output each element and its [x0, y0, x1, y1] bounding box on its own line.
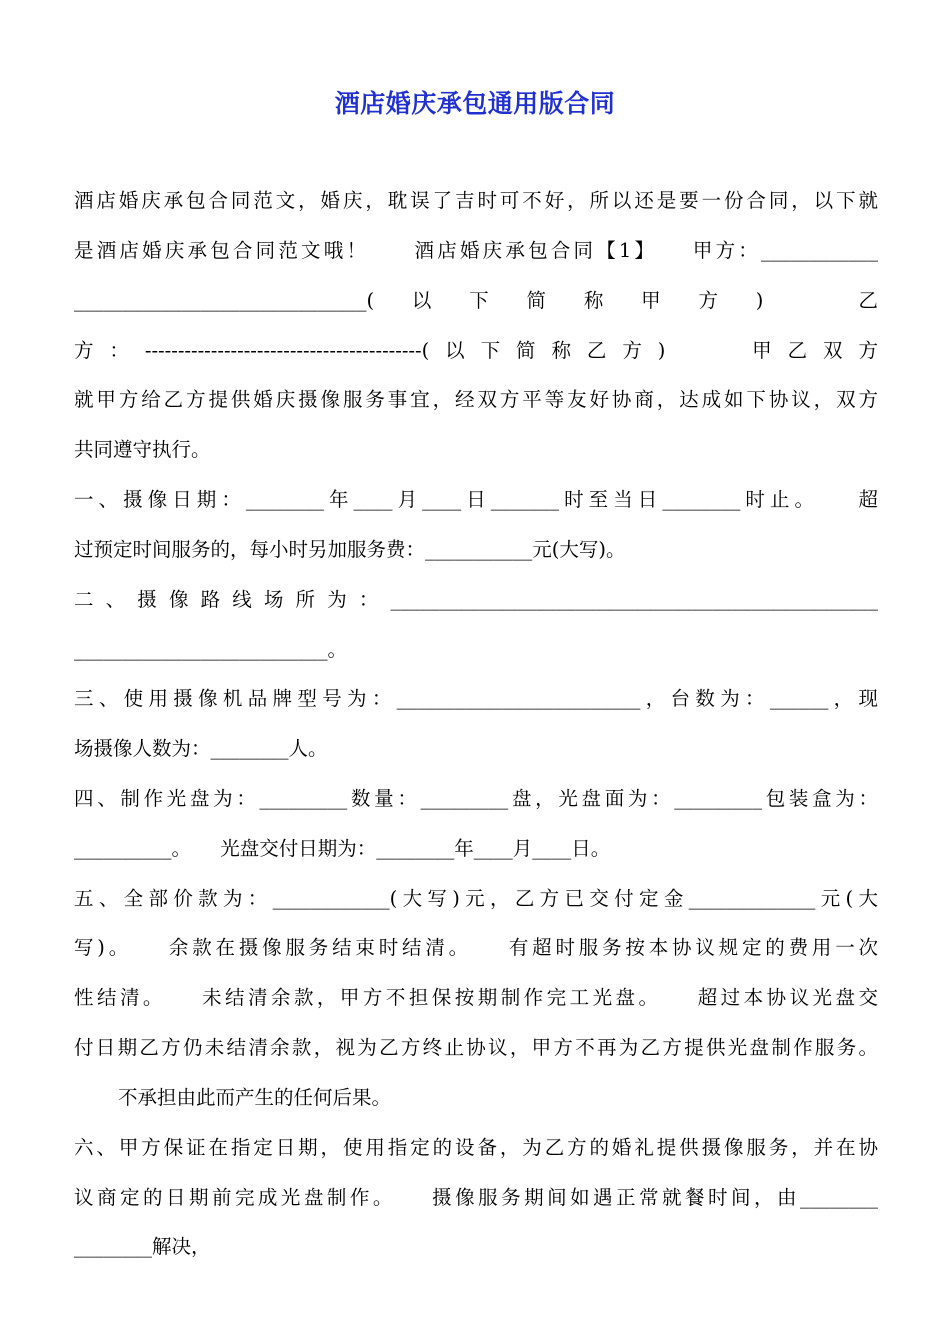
body-line: 付日期乙方仍未结清余款，视为乙方终止协议，甲方不再为乙方提供光盘制作服务。: [74, 1036, 878, 1059]
body-line: ________解决，: [74, 1235, 211, 1258]
body-line: 是酒店婚庆承包合同范文哦！ 酒店婚庆承包合同【1】 甲方：____________: [74, 239, 878, 262]
body-line: 一、摄像日期：________年____月____日_______时至当日________时止。 超: [74, 488, 878, 511]
body-line: 共同遵守执行。: [74, 438, 211, 461]
body-line: 议商定的日期前完成光盘制作。 摄像服务期间如遇正常就餐时间，由________: [74, 1186, 878, 1209]
body-line: 五、全部价款为：____________(大写)元，乙方已交付定金_____________元(大: [74, 887, 878, 910]
body-line: 就甲方给乙方提供婚庆摄像服务事宜，经双方平等友好协商，达成如下协议，双方: [74, 388, 878, 411]
body-line: 四、制作光盘为：_________数量：_________盘，光盘面为：_________包装盒为：: [74, 787, 878, 810]
body-line: 不承担由此而产生的任何后果。: [118, 1086, 392, 1109]
body-line: ______________________________( 以 下 简 称 甲 方 ) 乙: [74, 289, 878, 312]
document-title: 酒店婚庆承包通用版合同: [334, 89, 616, 118]
body-line: 过预定时间服务的，每小时另加服务费：___________元(大写)。: [74, 538, 626, 561]
body-line: 二、摄像路线场所为：__________________________________________________: [74, 588, 878, 611]
body-line: 六、甲方保证在指定日期，使用指定的设备，为乙方的婚礼提供摄像服务，并在协: [74, 1136, 878, 1159]
body-line: __________________________。: [74, 638, 347, 661]
body-line: 场摄像人数为：________人。: [74, 737, 328, 760]
body-line: 方：------------------------------------------(以下简称乙方) 甲乙双方: [74, 339, 878, 362]
body-line: 三、使用摄像机品牌型号为：_________________________，台数为：______，现: [74, 687, 878, 710]
body-line: 写)。 余款在摄像服务结束时结清。 有超时服务按本协议规定的费用一次: [74, 936, 878, 959]
body-line: 性结清。 未结清余款，甲方不担保按期制作完工光盘。 超过本协议光盘交: [74, 986, 878, 1009]
body-line: 酒店婚庆承包合同范文，婚庆，耽误了吉时可不好，所以还是要一份合同，以下就: [74, 189, 878, 212]
body-line: __________。 光盘交付日期为：________年____月____日。: [74, 837, 611, 860]
